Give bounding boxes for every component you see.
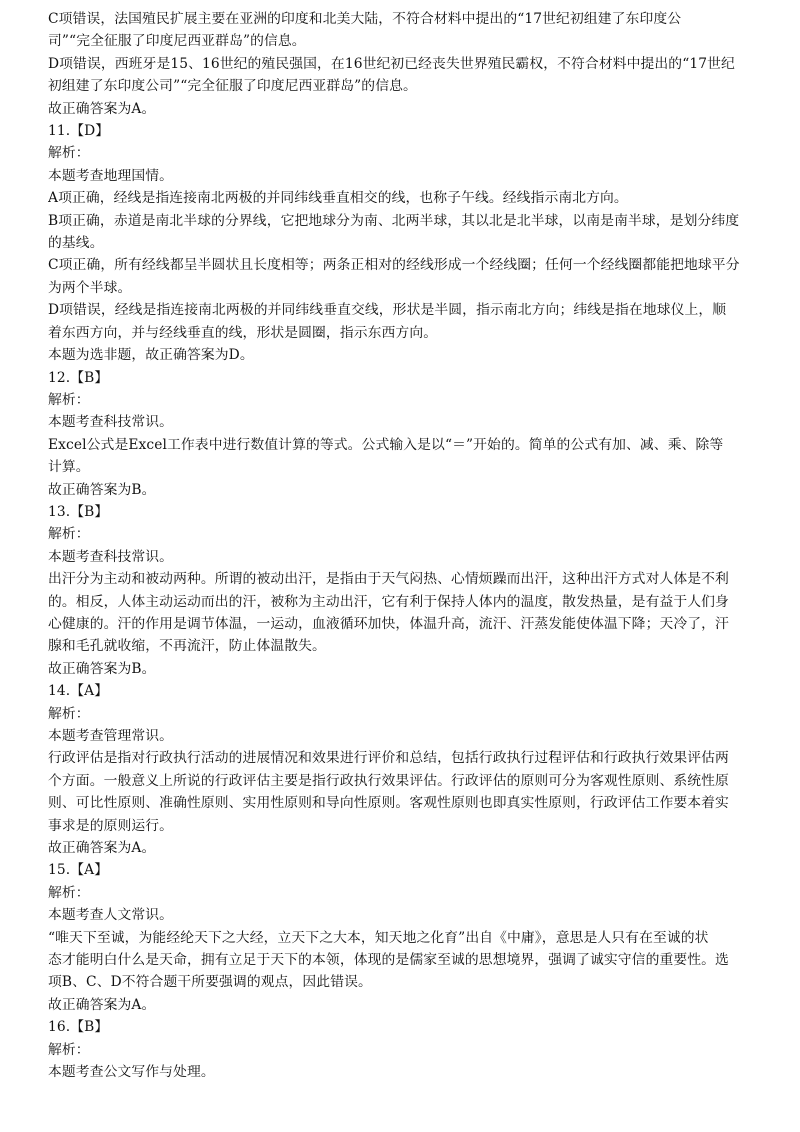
question-number: 11.【D】 <box>48 123 110 140</box>
text-line: B项正确，赤道是南北半球的分界线，它把地球分为南、北两半球，其以北是北半球，以南是南半球，是划分纬度 <box>48 212 740 229</box>
text-line: C项正确，所有经线都呈半圆状且长度相等；两条正相对的经线形成一个经线圈；任何一个经线圈都能把地球平分 <box>48 257 740 274</box>
text-line: 司”“完全征服了印度尼西亚群岛”的信息。 <box>48 33 306 50</box>
text-line: 初组建了东印度公司”“完全征服了印度尼西亚群岛”的信息。 <box>48 78 417 95</box>
answer-line: 本题为选非题，故正确答案为D。 <box>48 347 254 364</box>
text-line: 出汗分为主动和被动两种。所谓的被动出汗，是指由于天气闷热、心情烦躁而出汗，这种出汗方式对人体是不利 <box>48 571 729 588</box>
text-line: “唯天下至诚，为能经纶天下之大经，立天下之大本，知天地之化育”出自《中庸》，意思是人只有在至诚的状 <box>48 929 709 946</box>
answer-line: 故正确答案为A。 <box>48 840 156 857</box>
analysis-label: 解析： <box>48 391 90 408</box>
text-line: 为两个半球。 <box>48 279 132 296</box>
text-line: 着东西方向，并与经线垂直的线，形状是圆圈，指示东西方向。 <box>48 324 438 341</box>
text-line: 事求是的原则运行。 <box>48 817 174 834</box>
document-page <box>48 8 760 1084</box>
analysis-label: 解析： <box>48 884 90 901</box>
text-line: 态才能明白什么是天命，拥有立足于天下的本领，体现的是儒家至诚的思想境界，强调了诚实守信的重要性。选 <box>48 952 729 969</box>
question-number: 16.【B】 <box>48 1019 109 1036</box>
text-line: 则、可比性原则、准确性原则、实用性原则和导向性原则。客观性原则也即真实性原则，行政评估工作要本着实 <box>48 795 729 812</box>
text-line: 的基线。 <box>48 235 104 252</box>
question-number: 14.【A】 <box>48 683 109 700</box>
answer-line: 故正确答案为A。 <box>48 996 156 1013</box>
text-line: 心健康的。汗的作用是调节体温，一运动，血液循环加快，体温升高，流汗、汗蒸发能使体温下降；天冷了，汗 <box>48 615 729 632</box>
text-line: 个方面。一般意义上所说的行政评估主要是指行政执行效果评估。行政评估的原则可分为客观性原则、系统性原 <box>48 772 729 789</box>
answer-line: 故正确答案为B。 <box>48 660 156 677</box>
question-number: 15.【A】 <box>48 862 109 879</box>
topic-line: 本题考查公文写作与处理。 <box>48 1064 215 1081</box>
analysis-label: 解析： <box>48 145 90 162</box>
question-number: 12.【B】 <box>48 369 109 386</box>
analysis-label: 解析： <box>48 1041 90 1058</box>
text-line: 计算。 <box>48 459 90 476</box>
topic-line: 本题考查科技常识。 <box>48 414 174 431</box>
text-line: 的。相反，人体主动运动而出的汗，被称为主动出汗，它有利于保持人体内的温度，散发热量，是有益于人们身 <box>48 593 729 610</box>
topic-line: 本题考查管理常识。 <box>48 728 174 744</box>
text-line: D项错误，西班牙是15、16世纪的殖民强国，在16世纪初已经丧失世界殖民霸权，不符合材料中提出的“17世纪 <box>48 55 735 72</box>
text-line: 项B、C、D不符合题干所要强调的观点，因此错误。 <box>48 974 372 991</box>
topic-line: 本题考查人文常识。 <box>48 907 174 924</box>
text-line: Excel公式是Excel工作表中进行数值计算的等式。公式输入是以“＝”开始的。简单的公式有加、减、乘、除等 <box>48 436 724 453</box>
text-line: 腺和毛孔就收缩，不再流汗，防止体温散失。 <box>48 638 326 655</box>
question-number: 13.【B】 <box>48 503 109 520</box>
topic-line: 本题考查科技常识。 <box>48 548 174 565</box>
analysis-label: 解析： <box>48 705 90 722</box>
topic-line: 本题考查地理国情。 <box>48 167 174 184</box>
text-line: 行政评估是指对行政执行活动的进展情况和效果进行评价和总结，包括行政执行过程评估和行政执行效果评估两 <box>48 750 729 767</box>
analysis-label: 解析： <box>48 526 90 543</box>
text-line: C项错误，法国殖民扩展主要在亚洲的印度和北美大陆，不符合材料中提出的“17世纪初组建了东印度公 <box>48 11 682 27</box>
answer-line: 故正确答案为B。 <box>48 481 156 498</box>
text-line: A项正确，经线是指连接南北两极的并同纬线垂直相交的线，也称子午线。经线指示南北方向。 <box>48 190 628 207</box>
answer-line: 故正确答案为A。 <box>48 100 156 117</box>
text-line: D项错误，经线是指连接南北两极的并同纬线垂直交线，形状是半圆，指示南北方向；纬线是指在地球仪上，顺 <box>48 302 727 319</box>
